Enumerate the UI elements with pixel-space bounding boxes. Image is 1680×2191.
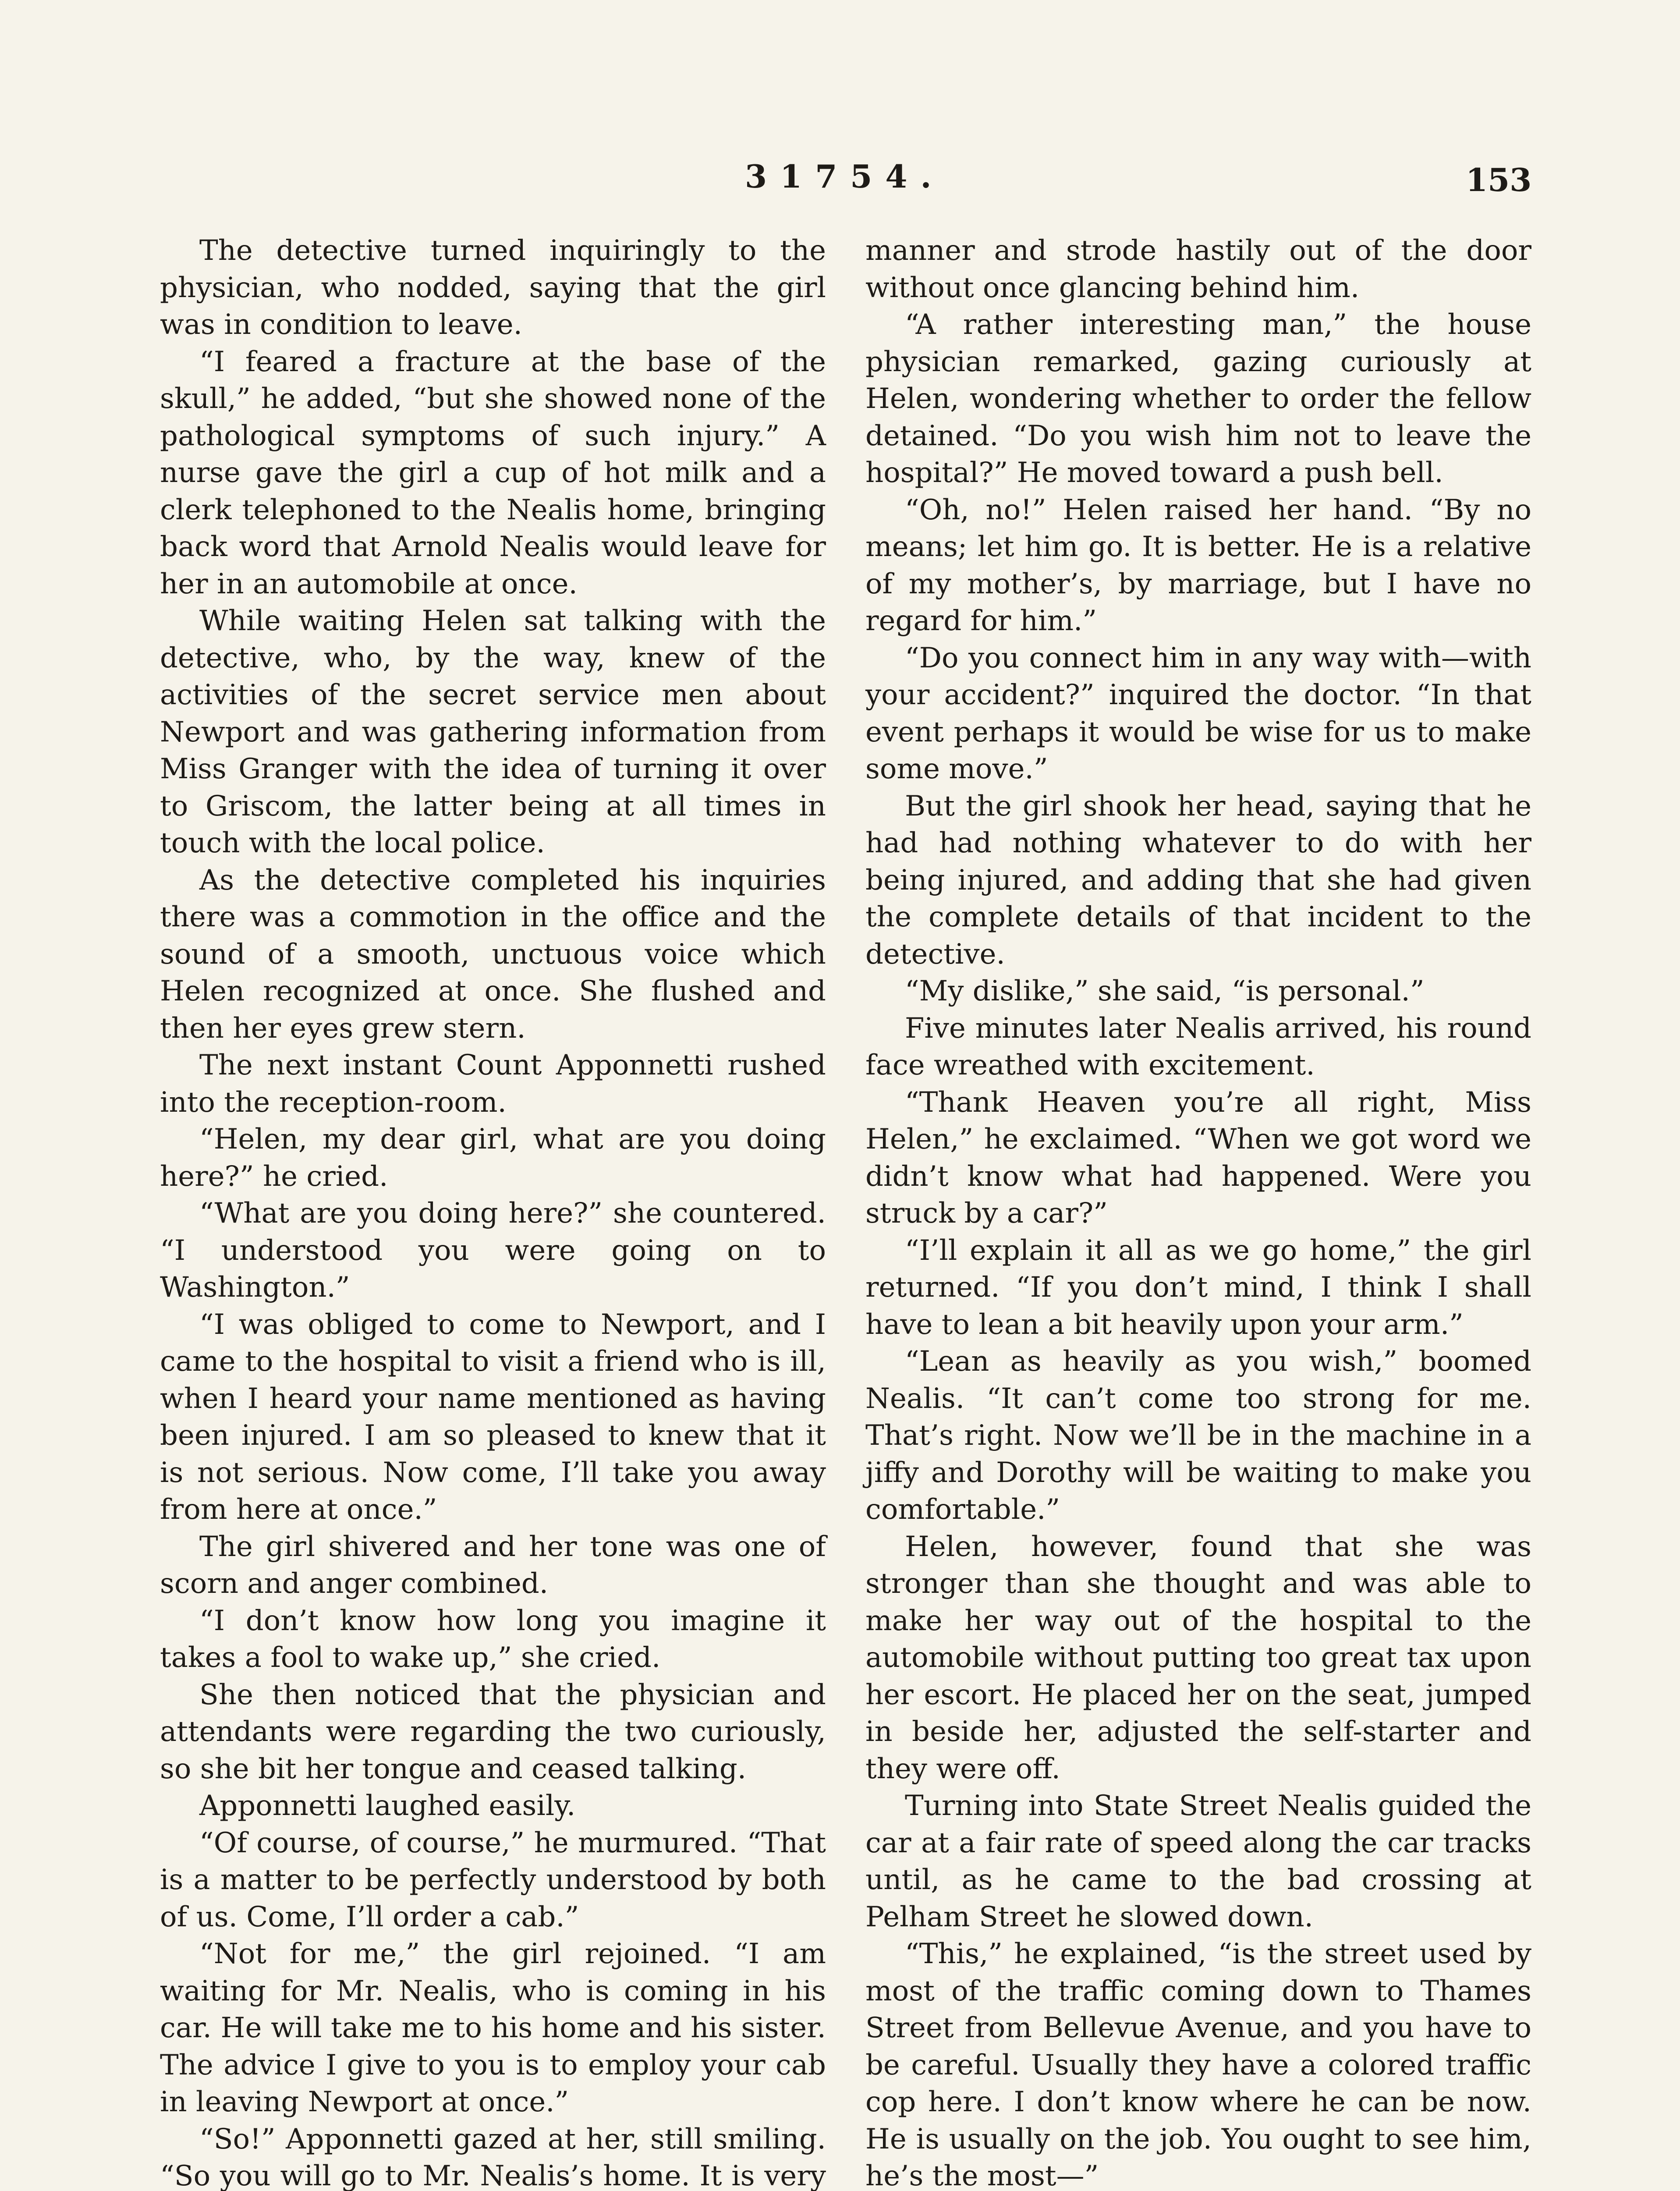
paragraph: “I’ll explain it all as we go home,” the girl returned. “If you don’t mind, I think I shall have to lean a bit heavily upon your arm.” xyxy=(865,1234,1531,1341)
left-text-column xyxy=(160,232,826,2191)
paragraph: The next instant Count Apponnetti rushed into the reception-room. xyxy=(160,1049,826,1119)
paragraph: “Of course, of course,” he murmured. “That is a matter to be perfectly understood by both of us. Come, I’ll order a cab.” xyxy=(160,1826,826,1933)
paragraph: “What are you doing here?” she countered. “I understood you were going on to Washington.” xyxy=(160,1197,826,1304)
paragraph: “Helen, my dear girl, what are you doing here?” he cried. xyxy=(160,1123,826,1193)
paragraph: “My dislike,” she said, “is personal.” xyxy=(905,975,1425,1007)
paragraph: As the detective completed his inquiries there was a commotion in the office and the sound of a smooth, unctuous voice which Helen recognized at once. She flushed and then her eyes grew stern. xyxy=(160,864,826,1045)
paragraph: She then noticed that the physician and attendants were regarding the two curiously, so she bit her tongue and ceased talking. xyxy=(160,1678,826,1785)
paragraph: “I feared a fracture at the base of the skull,” he added, “but she showed none of the pathological symptoms of such injury.” A nurse gave the girl a cup of hot milk and a clerk telephoned to the Nealis home, bringing back word that Arnold Nealis would leave for her in an automobile at once. xyxy=(160,345,826,600)
page-number: 153 xyxy=(1466,161,1532,199)
paragraph: “A rather interesting man,” the house physician remarked, gazing curiously at Helen, wondering whether to order the fellow detained. “Do you wish him not to leave the hospital?” He moved toward a push bell. xyxy=(865,308,1531,489)
paragraph: “Not for me,” the girl rejoined. “I am waiting for Mr. Nealis, who is coming in his car. He will take me to his home and his sister. The advice I give to you is to employ your cab in leaving Newport at once.” xyxy=(160,1938,826,2118)
paragraph: manner and strode hastily out of the door without once glancing behind him. xyxy=(865,234,1531,304)
paragraph: Helen, however, found that she was stronger than she thought and was able to make her way out of the hospital to the automobile without putting too great tax upon her escort. He placed her on the seat, jumped in beside her, adjusted the self-starter and they were off. xyxy=(865,1530,1531,1785)
paragraph: “I was obliged to come to Newport, and I came to the hospital to visit a friend who is ill, when I heard your name mentioned as having been injured. I am so pleased to knew that it is not serious. Now come, I’ll take you away from here at once.” xyxy=(160,1308,826,1526)
paragraph: “This,” he explained, “is the street used by most of the traffic coming down to Thames Street from Bellevue Avenue, and you have to be careful. Usually they have a colored traffic cop here. I don’t know where he can be now. He is usually on the job. You ought to see him, he’s the most—” xyxy=(865,1938,1531,2191)
page-header xyxy=(0,158,1680,210)
paragraph: But the girl shook her head, saying that he had had nothing whatever to do with her being injured, and adding that she had given the complete details of that incident to the detective. xyxy=(865,790,1531,971)
right-text-column xyxy=(865,232,1531,2191)
paragraph: The girl shivered and her tone was one of scorn and anger combined. xyxy=(160,1530,826,1600)
paragraph: Five minutes later Nealis arrived, his round face wreathed with excitement. xyxy=(865,1012,1531,1081)
paragraph: “Lean as heavily as you wish,” boomed Nealis. “It can’t come too strong for me. That’s right. Now we’ll be in the machine in a jiffy and Dorothy will be waiting to make you comfortable.” xyxy=(865,1345,1531,1526)
paragraph: “So!” Apponnetti gazed at her, still smiling. “So you will go to Mr. Nealis’s home. It is very xyxy=(160,2123,826,2191)
paragraph: “I don’t know how long you imagine it takes a fool to wake up,” she cried. xyxy=(160,1604,826,1674)
paragraph: Turning into State Street Nealis guided the car at a fair rate of speed along the car tracks until, as he came to the bad crossing at Pelham Street he slowed down. xyxy=(865,1790,1531,1933)
paragraph: The detective turned inquiringly to the physician, who nodded, saying that the girl was in condition to leave. xyxy=(160,234,826,341)
paragraph: “Do you connect him in any way with—with your accident?” inquired the doctor. “In that event perhaps it would be wise for us to make some move.” xyxy=(865,642,1531,785)
paragraph: “Oh, no!” Helen raised her hand. “By no means; let him go. It is better. He is a relative of my mother’s, by marriage, but I have no regard for him.” xyxy=(865,493,1531,637)
paragraph: Apponnetti laughed easily. xyxy=(199,1790,576,1822)
paragraph: “Thank Heaven you’re all right, Miss Helen,” he exclaimed. “When we got word we didn’t know what had happened. Were you struck by a car?” xyxy=(865,1086,1531,1230)
paragraph: While waiting Helen sat talking with the detective, who, by the way, knew of the activities of the secret service men about Newport and was gathering information from Miss Granger with the idea of turning it over to Griscom, the latter being at all times in touch with the local police. xyxy=(160,605,826,859)
folio-number: 31754. xyxy=(745,158,945,195)
